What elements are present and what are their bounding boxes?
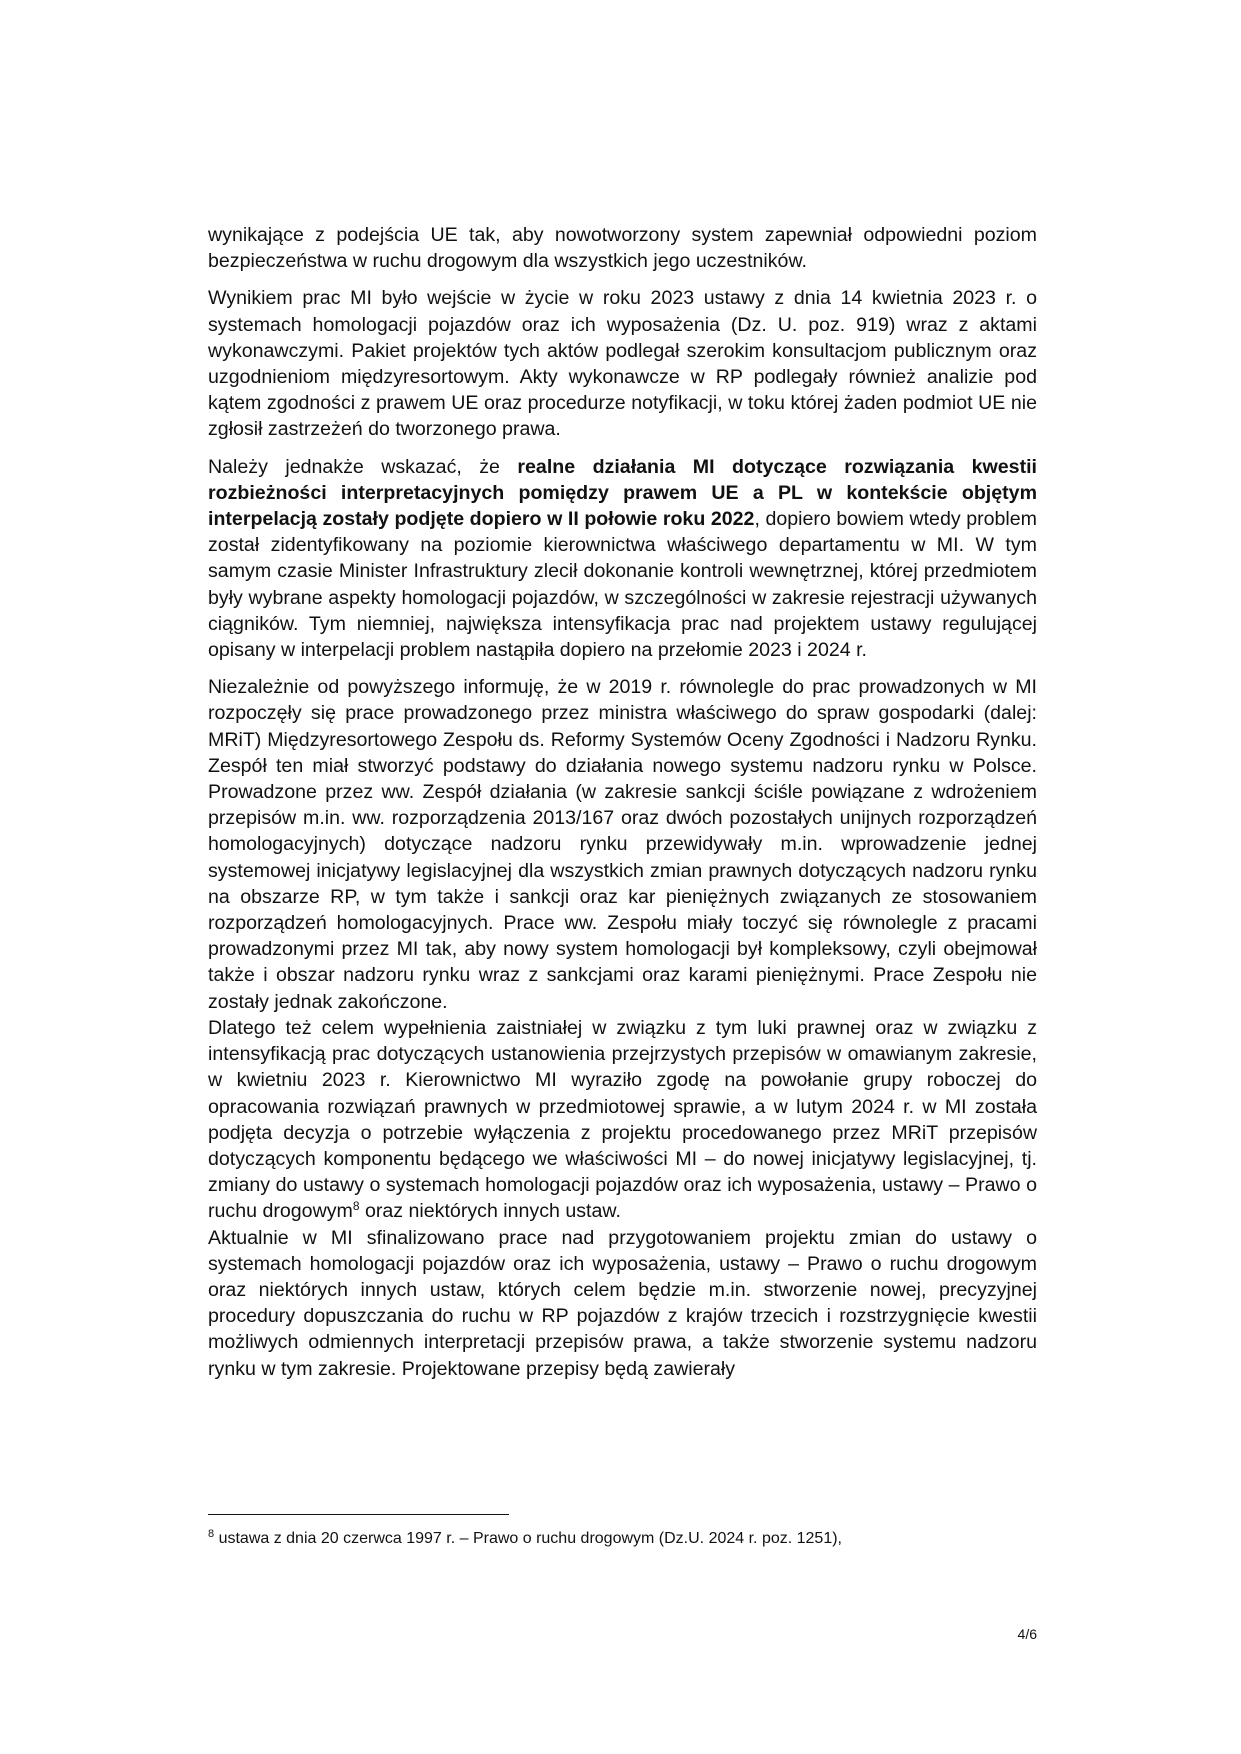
paragraph-3-lead: Należy jednakże wskazać, że bbox=[208, 455, 518, 478]
page-number: 4/6 bbox=[1017, 1626, 1037, 1642]
paragraph-1 bbox=[208, 222, 1037, 274]
footnote bbox=[208, 1528, 1037, 1550]
paragraph-3-rest: , dopiero bowiem wtedy problem został zidentyfikowany na poziomie kierownictwa właściwego departamentu w MI. W tym samym czasie Minister Infrastruktury zlecił dokonanie kontroli wewnętrznej, której przedmiotem były wybrane aspekty homologacji pojazdów, w szczególności w zakresie rejestracji używanych ciągników. Tym niemniej, największa intensyfikacja prac nad projektem ustawy regulującej opisany w interpelacji problem nastąpiła dopiero na przełomie 2023 i 2024 r. bbox=[208, 508, 1037, 662]
paragraph-2 bbox=[208, 285, 1037, 442]
footnote-reference[interactable]: 8 bbox=[352, 1199, 360, 1214]
footnote-number: 8 bbox=[208, 1528, 215, 1540]
paragraph-6-text: Aktualnie w MI sfinalizowano prace nad przygotowaniem projektu zmian do ustawy o systemach homologacji pojazdów oraz ich wyposażenia, ustawy – Prawo o ruchu drogowym oraz niektórych innych ustaw, których celem będzie m.in. stworzenie nowej, precyzyjnej procedury dopuszczania do ruchu w RP pojazdów z krajów trzecich i rozstrzygnięcie kwestii możliwych odmiennych interpretacji przepisów prawa, a także stworzenie systemu nadzoru rynku w tym zakresie. Projektowane przepisy będą zawierały bbox=[208, 1226, 1037, 1380]
paragraph-5-rest: oraz niektórych innych ustaw. bbox=[359, 1200, 621, 1223]
footnote-text: ustawa z dnia 20 czerwca 1997 r. – Prawo o ruchu drogowym (Dz.U. 2024 r. poz. 1251), bbox=[214, 1530, 842, 1547]
paragraph-3 bbox=[208, 454, 1037, 664]
paragraph-6 bbox=[208, 1225, 1037, 1382]
paragraph-5-lead: Dlatego też celem wypełnienia zaistniałej w związku z tym luki prawnej oraz w związku z intensyfikacją prac dotyczących ustanowienia przejrzystych przepisów w omawianym zakresie, w kwietniu 2023 r. Kierownictwo MI wyraziło zgodę na powołanie grupy roboczej do opracowania rozwiązań prawnych w przedmiotowej sprawie, a w lutym 2024 r. w MI została podjęta decyzja o potrzebie wyłączenia z projektu procedowanego przez MRiT przepisów dotyczących komponentu będącego we właściwości MI – do nowej inicjatywy legislacyjnej, tj. zmiany do ustawy o systemach homologacji pojazdów oraz ich wyposażenia, ustawy – Prawo o ruchu drogowym bbox=[208, 1016, 1037, 1223]
paragraph-4-text: Niezależnie od powyższego informuję, że w 2019 r. równolegle do prac prowadzonych w MI rozpoczęły się prace prowadzonego przez ministra właściwego do spraw gospodarki (dalej: MRiT) Międzyresortowego Zespołu ds. Reformy Systemów Oceny Zgodności i Nadzoru Rynku. Zespół ten miał stworzyć podstawy do działania nowego systemu nadzoru rynku w Polsce. Prowadzone przez ww. Zespół działania (w zakresie sankcji ściśle powiązane z wdrożeniem przepisów m.in. ww. rozporządzenia 2013/167 oraz dwóch pozostałych unijnych rozporządzeń homologacyjnych) dotyczące nadzoru rynku przewidywały m.in. wprowadzenie jednej systemowej inicjatywy legislacyjnej dla wszystkich zmian prawnych dotyczących nadzoru rynku na obszarze RP, w tym także i sankcji oraz kar pieniężnych związanych ze stosowaniem rozporządzeń homologacyjnych. Prace ww. Zespołu miały toczyć się równolegle z pracami prowadzonymi przez MI tak, aby nowy system homologacji był kompleksowy, czyli obejmował także i obszar nadzoru rynku wraz z sankcjami oraz karami pieniężnymi. Prace Zespołu nie zostały jednak zakończone. bbox=[208, 676, 1037, 1013]
paragraph-4 bbox=[208, 674, 1037, 1015]
paragraph-5 bbox=[208, 1015, 1037, 1225]
paragraph-2-text: Wynikiem prac MI było wejście w życie w roku 2023 ustawy z dnia 14 kwietnia 2023 r. o systemach homologacji pojazdów oraz ich wyposażenia (Dz. U. poz. 919) wraz z aktami wykonawczymi. Pakiet projektów tych aktów podlegał szerokim konsultacjom publicznym oraz uzgodnieniom międzyresortowym. Akty wykonawcze w RP podlegały również analizie pod kątem zgodności z prawem UE oraz procedurze notyfikacji, w toku której żaden podmiot UE nie zgłosił zastrzeżeń do tworzonego prawa. bbox=[208, 287, 1037, 441]
paragraph-3-emphasis: realne działania MI dotyczące rozwiązania kwestii rozbieżności interpretacyjnych pomiędzy prawem UE a PL w kontekście objętym interpelacją zostały podjęte dopiero w II połowie roku 2022 bbox=[208, 455, 1037, 531]
document-body bbox=[208, 222, 1037, 1382]
paragraph-1-text: wynikające z podejścia UE tak, aby nowotworzony system zapewniał odpowiedni poziom bezpieczeństwa w ruchu drogowym dla wszystkich jego uczestników. bbox=[208, 224, 1037, 273]
footnote-divider bbox=[208, 1514, 509, 1515]
